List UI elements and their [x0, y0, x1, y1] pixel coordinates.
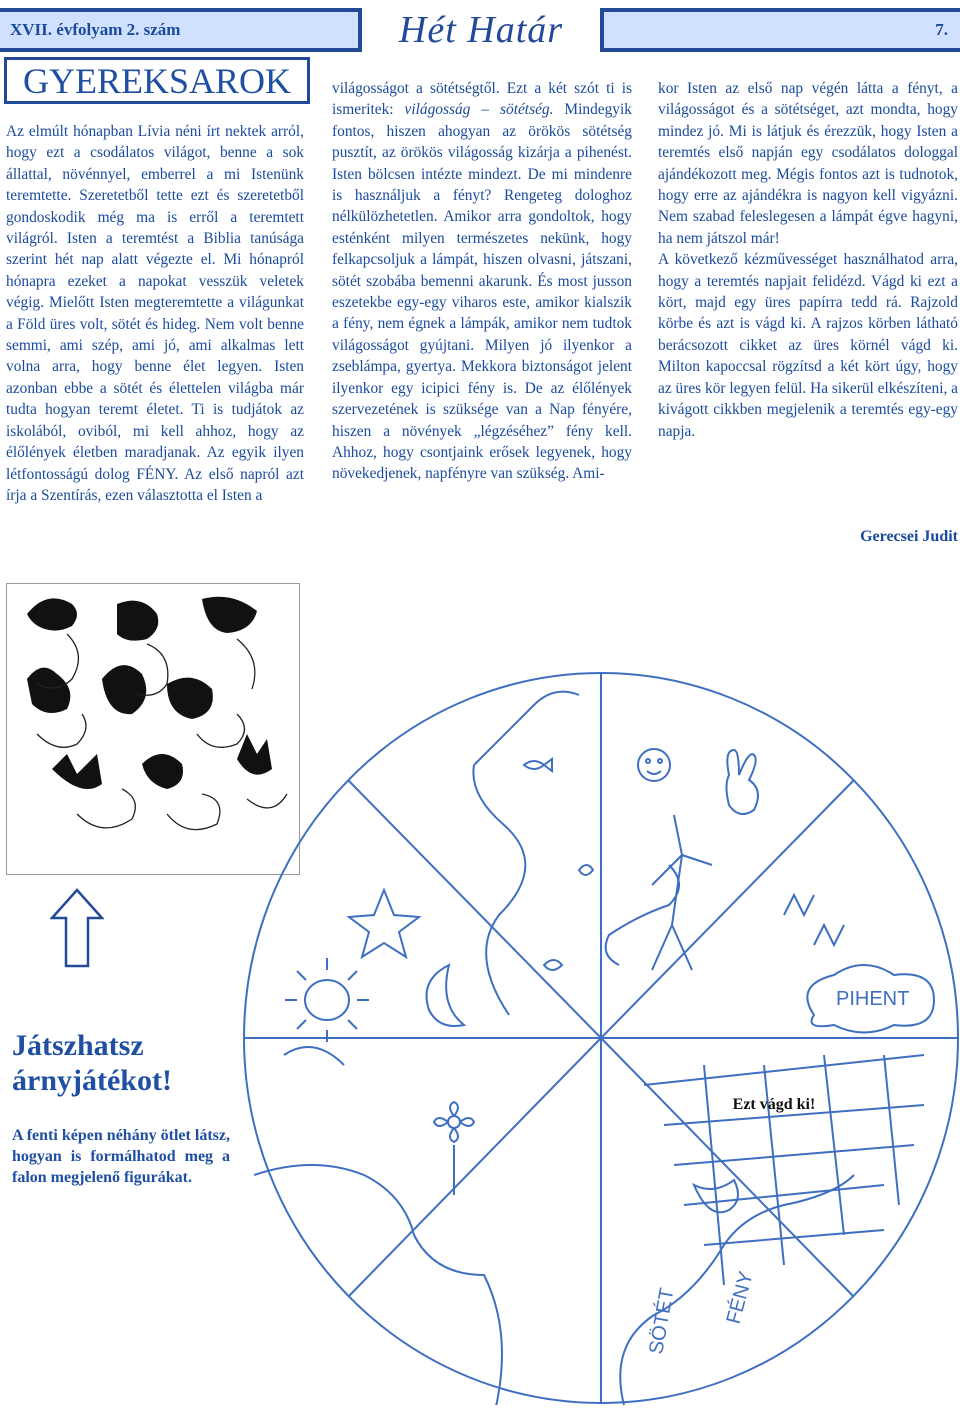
- article-paragraph: A következő kézművességet használhatod arra, hogy a teremtés napjait felidézd. Vágd ki ezt a kört, majd egy üres papírra tedd rá. Rajzold körbe és azt is vágd ki. A rajzos körben látható berácsozott cikket az üres körnél vágd ki. Milton kapoccsal rögzítsd a két kört úgy, hogy az üres kör legyen felül. Ha sikerül elkészíteni, a kivágott cikkben megjelenik a teremtés egy-egy napja.: [658, 251, 958, 440]
- creation-wheel-drawing: [224, 585, 960, 1405]
- issue-bar: [0, 8, 362, 52]
- arrow-up-icon: [50, 888, 104, 973]
- creation-wheel: [224, 585, 960, 1410]
- article-column-2: [332, 78, 632, 485]
- section-title: GYEREKSAROK: [4, 57, 310, 104]
- article-column-1: [6, 121, 304, 506]
- wheel-word: SÖTÉT: [645, 1286, 679, 1356]
- text-run: világosságot a sötétségtől. Ezt a két szót ti is ismeritek:: [332, 80, 632, 119]
- article-paragraph: kor Isten az első nap végén látta a fényt, a világosságot és a sötétséget, azt mondta, hogy mindez jó. Mi is látjuk és érezzük, hogy Isten a teremtés első napján egy csodálatos dologgal ajándékozott meg. Mégis fontos azt is tudnotok, hogy erre az ajándékra is nagyon kell vigyázni. Nem szabad feleslegesen a lámpát égve hagyni, ha nem játszol már!: [658, 80, 958, 247]
- text-run: Mindegyik fontos, hiszen ahogyan az örökös sötétség pusztít, az örökös világosság kizárja a pihenést. Isten bölcsen intézte mindezt. De mi mindenre is használjuk a fényt? Rengeteg dologhoz nélkülözhetetlen. Amikor arra gondoltok, hogy esténként milyen természetes nekünk, hogy felkapcsoljuk a lámpát, hiszen olvasni, játszani, sötét szobába bemenni akarunk. És most jusson eszetekbe egy-egy viharos este, amikor kialszik a fény, nem égnek a lámpák, amikor nem tudtok világosságot gyújtani. Milyen jó ilyenkor a zseblámpa, gyertya. Mekkora biztonságot jelent ilyenkor egy icipici fény is. De az élőlények szervezetének is szüksége van a Nap fényére, hiszen a növények „légzéséhez” fény kell. Ahhoz, hogy csontjaink erősek legyenek, hogy növekedjenek, napfényre van szükség. Ami-: [332, 101, 632, 483]
- article-column-3: [658, 78, 958, 442]
- page-number: 7.: [935, 20, 948, 39]
- game-description: A fenti képen néhány ötlet látsz, hogyan is formálhatod meg a falon megjelenő figurákat.: [12, 1127, 230, 1186]
- article-paragraph: Az elmúlt hónapban Lívia néni írt nektek arról, hogy ezt a csodálatos világot, benne a sok állattal, növénnyel, emberrel a mi Istenünk teremtette. Szeretetből tette ezt és szeretetből gondoskodik még ma is erről a teremtett világról. Isten a teremtést a Biblia tanúsága szerint hét nap alatt végezte el. Mi hónapról hónapra ezeket a napokat vesszük veletek végig. Mielőtt Isten megteremtette a világunkat a Föld üres volt, sötét és hideg. Nem volt benne semmi, ami szép, ami jó, ami alkalmas lett volna arra, hogy benne élet legyen. Isten azonban ebbe a sötét és élettelen világba már tudta hogyan teremt életet. Ti is tudjátok az iskolából, oviból, mi kell ahhoz, hogy az élőlények életben maradjanak. Az egyik ilyen létfontosságú dolog FÉNY. Az első napról azt írja a Szentírás, ezen választotta el Isten a: [6, 123, 304, 504]
- page-bar: [600, 8, 960, 52]
- article-paragraph: [332, 78, 632, 485]
- wheel-word: PIHENT: [836, 988, 910, 1010]
- cut-out-label: Ezt vágd ki!: [732, 1096, 816, 1113]
- game-heading: Játszhatsz árnyjátékot!: [12, 1029, 172, 1097]
- author-signature: Gerecsei Judit: [860, 528, 958, 545]
- newspaper-title: Hét Határ: [398, 9, 564, 51]
- wheel-word: FÉNY: [722, 1269, 758, 1327]
- emphasis-text: világosság – sötétség.: [404, 101, 554, 119]
- issue-number: XVII. évfolyam 2. szám: [10, 20, 181, 39]
